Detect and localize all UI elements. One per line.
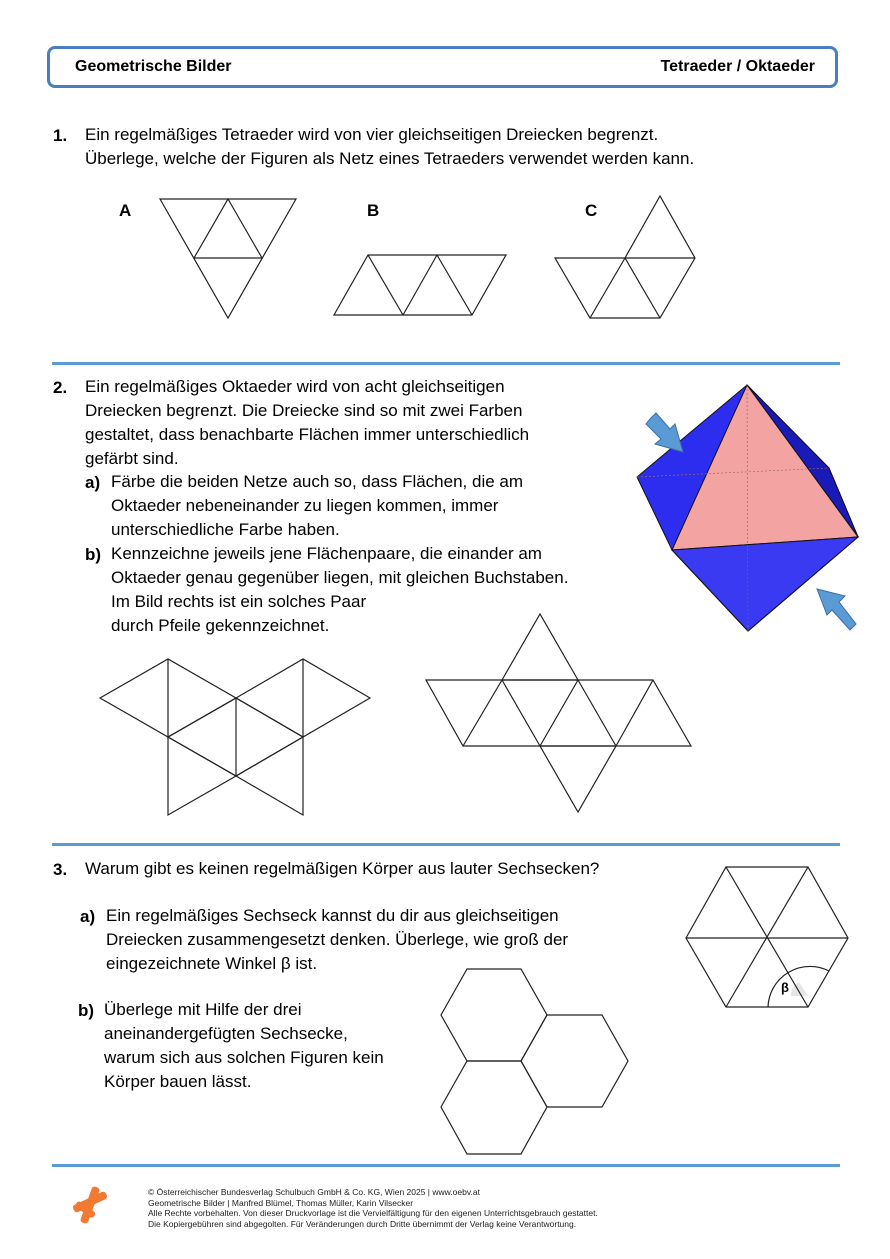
task3-b-line-3: warum sich aus solchen Figuren kein xyxy=(104,1048,384,1067)
task3-b-label: b) xyxy=(78,1001,95,1020)
task3-number: 3. xyxy=(53,860,68,879)
task3-a-line-1: Ein regelmäßiges Sechseck kannst du dir aus gleichseitigen xyxy=(106,906,559,925)
task2-a-line-3: unterschiedliche Farbe haben. xyxy=(111,520,340,539)
task2-a-line-2: Oktaeder nebeneinander zu liegen kommen, immer xyxy=(111,496,499,515)
task2-b-line-1: Kennzeichne jeweils jene Flächenpaare, die einander am xyxy=(111,544,542,563)
net-label-a: A xyxy=(119,201,132,220)
task2-intro-1: Ein regelmäßiges Oktaeder wird von acht gleichseitigen xyxy=(85,377,505,396)
task3-b-line-4: Körper bauen lässt. xyxy=(104,1072,252,1091)
task2-b-line-3: Im Bild rechts ist ein solches Paar xyxy=(111,592,367,611)
header-title: Geometrische Bilder xyxy=(75,58,232,75)
footer-copyright xyxy=(148,1187,598,1229)
hexagon-triangulated xyxy=(686,867,848,1007)
task3-b-line-1: Überlege mit Hilfe der drei xyxy=(104,1000,302,1019)
task3-b-line-2: aneinandergefügten Sechsecke, xyxy=(104,1024,348,1043)
task2-intro-4: gefärbt sind. xyxy=(85,449,179,468)
three-hexagons xyxy=(441,969,628,1154)
task2-a-label: a) xyxy=(85,473,101,492)
footer-line-2: Geometrische Bilder | Manfred Blümel, Thomas Müller, Karin Vilsecker xyxy=(148,1197,414,1208)
task1-line-1: Ein regelmäßiges Tetraeder wird von vier gleichseitigen Dreiecken begrenzt. xyxy=(85,125,659,144)
task2-intro-2: Dreiecken begrenzt. Die Dreiecke sind so mit zwei Farben xyxy=(85,401,523,420)
task2-b-line-4: durch Pfeile gekennzeichnet. xyxy=(111,616,330,635)
footer-line-3: Alle Rechte vorbehalten. Von dieser Druckvorlage ist die Vervielfältigung für den eigenen Unterrichtsgebrauch gestattet. xyxy=(148,1208,598,1218)
net-label-b: B xyxy=(367,201,380,220)
angle-beta-label: β xyxy=(781,980,789,995)
net-label-c: C xyxy=(585,201,598,220)
section-divider-3 xyxy=(52,1164,840,1167)
header-topic: Tetraeder / Oktaeder xyxy=(660,58,815,75)
task3-a-line-3: eingezeichnete Winkel β ist. xyxy=(106,954,318,973)
task2-intro-3: gestaltet, dass benachbarte Flächen immer unterschiedlich xyxy=(85,425,530,444)
publisher-logo-icon xyxy=(72,1186,108,1224)
task2-a-line-1: Färbe die beiden Netze auch so, dass Flächen, die am xyxy=(111,472,524,491)
task2-number: 2. xyxy=(53,378,68,397)
task2-b-line-2: Oktaeder genau gegenüber liegen, mit gleichen Buchstaben. xyxy=(111,568,569,587)
task3-a-label: a) xyxy=(80,907,96,926)
task1-line-2: Überlege, welche der Figuren als Netz eines Tetraeders verwendet werden kann. xyxy=(85,149,695,168)
task3-question: Warum gibt es keinen regelmäßigen Körper aus lauter Sechsecken? xyxy=(85,859,600,878)
task3-a-line-2: Dreiecken zusammengesetzt denken. Überlege, wie groß der xyxy=(106,930,569,949)
task2-b-label: b) xyxy=(85,545,102,564)
task1-number: 1. xyxy=(53,126,68,145)
footer-line-4: Die Kopiergebühren sind abgegolten. Für Veränderungen durch Dritte übernimmt der Verlag keine Verantwortung. xyxy=(148,1218,577,1229)
footer-line-1: © Österreichischer Bundesverlag Schulbuch GmbH & Co. KG, Wien 2025 | www.oebv.at xyxy=(148,1187,480,1197)
